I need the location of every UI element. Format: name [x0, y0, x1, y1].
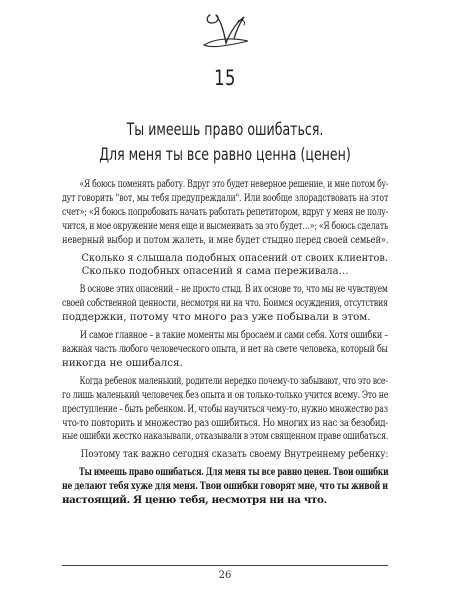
calligraphic-flourish-icon: [200, 11, 252, 51]
text-line: В основе этих опасений – не просто стыд. В их основе то, что мы не чувствуем: [79, 283, 388, 296]
text-line: Поэтому так важно сегодня сказать своему Внутреннему ребенку:: [80, 448, 389, 461]
body-text: [62, 178, 388, 508]
text-line: Ты имеешь право ошибаться. Для меня ты все равно ценен. Твои ошибки: [79, 466, 389, 479]
text-line: неверный выбор и потом жалеть, и мне будет стыдно перед своей семьей».: [62, 233, 389, 246]
chapter-number: 15: [214, 66, 236, 90]
text-line: настоящий. Я ценю тебя, несмотря ни на что.: [62, 494, 327, 507]
text-line: своей собственной ценности, несмотря ни на что. Боимся осуждения, отсутствия: [62, 297, 388, 310]
bold-paragraph: [62, 466, 388, 508]
paragraph: [62, 283, 388, 325]
paragraph: [62, 265, 388, 279]
text-line: поддержки, потому что много раз уже побывали в этом.: [62, 311, 371, 324]
chapter-title-line: Ты имеешь право ошибаться.: [126, 120, 324, 140]
text-line: не делают тебя хуже для меня. Твои ошибки говорят мне, что ты живой и: [62, 480, 388, 493]
text-line: Сколько я слышала подобных опасений от своих клиентов.: [81, 251, 388, 264]
paragraph: [62, 252, 388, 266]
text-line: И самое главное – в такие моменты мы бросаем и сами себя. Хотя ошибки –: [79, 329, 389, 342]
page-number: 26: [218, 570, 232, 581]
text-line: что-то повторить и множество раз ошибиться. Но многих из нас за безобид-: [62, 416, 388, 429]
text-line: Когда ребенок маленький, родители нередко почему-то забывают, что это все-: [79, 374, 388, 387]
paragraph: [62, 448, 388, 462]
text-line: никогда не ошибался.: [62, 356, 183, 369]
paragraph: [62, 329, 388, 371]
text-line: преступление – быть ребенком. И, чтобы научиться чему-то, нужно множество раз: [62, 402, 388, 415]
text-line: го лишь маленький человечек без опыта и он только-только учится всему. Это не: [62, 388, 389, 401]
paragraph: [62, 178, 388, 248]
chapter-title-line: Для меня ты все равно ценна (ценен): [99, 145, 351, 165]
text-line: чится, и мое окружение меня еще и высмеивать за это будет…»; «Я боюсь сделать: [62, 219, 389, 232]
text-line: Сколько подобных опасений я сама переживала…: [81, 265, 349, 278]
text-line: «Я боюсь поменять работу. Вдруг это будет неверное решение, и мне потом бу-: [79, 178, 389, 190]
text-line: счет»; «Я боюсь попробовать начать работать репетитором, вдруг у меня не полу-: [62, 205, 389, 218]
text-line: дут говорить "вот, мы тебя предупреждали". Или вообще злорадствовать на этот: [62, 191, 389, 204]
footer-divider: [62, 565, 388, 566]
chapter-title: [0, 118, 450, 168]
text-line: ные ошибки жестко наказывали, отказывали в этом священном праве ошибаться.: [62, 430, 389, 443]
text-line: важная часть любого человеческого опыта, и нет на свете человека, который бы: [62, 342, 388, 355]
paragraph: [62, 375, 388, 445]
